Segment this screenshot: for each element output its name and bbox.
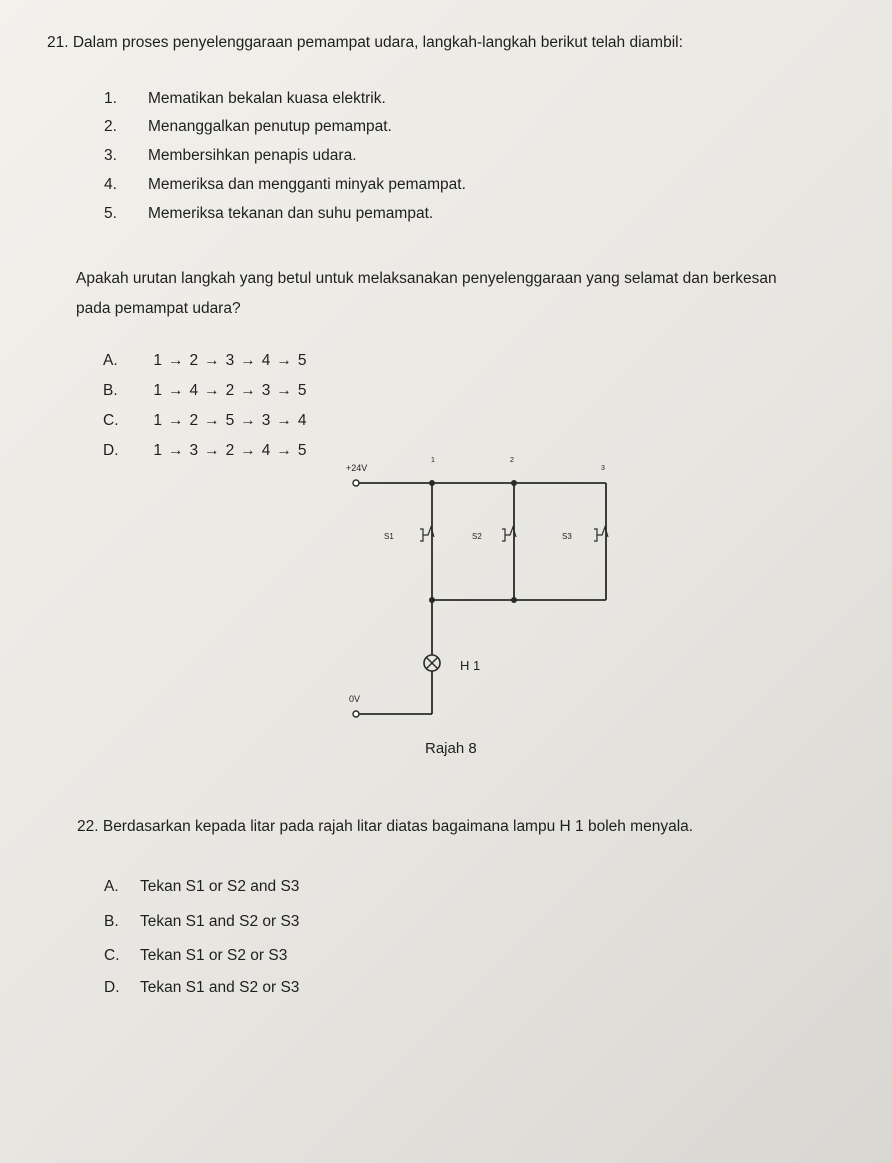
step-item: 1. Mematikan bekalan kuasa elektrik. bbox=[104, 90, 386, 107]
ground-label: 0V bbox=[349, 694, 361, 704]
option-c[interactable]: C. Tekan S1 or S2 or S3 bbox=[104, 947, 288, 964]
lamp-h1-icon bbox=[424, 655, 440, 671]
option-b[interactable]: B. Tekan S1 and S2 or S3 bbox=[104, 913, 300, 930]
junction-dot bbox=[429, 597, 435, 603]
junction-dot bbox=[511, 480, 517, 486]
option-b[interactable]: B. 1 → 4 → 2 → 3 → 5 bbox=[103, 382, 307, 399]
switch-label-s3: S3 bbox=[562, 532, 572, 541]
junction-dot bbox=[511, 597, 517, 603]
option-d[interactable]: D. Tekan S1 and S2 or S3 bbox=[104, 979, 300, 996]
junction-dot bbox=[429, 480, 435, 486]
question-21-line-2: pada pemampat udara? bbox=[76, 300, 241, 317]
node-label-3: 3 bbox=[601, 465, 605, 472]
supply-terminal bbox=[353, 480, 359, 486]
supply-label: +24V bbox=[346, 463, 368, 473]
lamp-label: H 1 bbox=[460, 658, 481, 673]
question-21-line-1: Apakah urutan langkah yang betul untuk melaksanakan penyelenggaraan yang selamat dan berkesan bbox=[76, 270, 777, 287]
question-21-title: 21. Dalam proses penyelenggaraan pemampat udara, langkah-langkah berikut telah diambil: bbox=[47, 34, 683, 51]
option-c[interactable]: C. 1 → 2 → 5 → 3 → 4 bbox=[103, 412, 307, 429]
option-a[interactable]: A. Tekan S1 or S2 and S3 bbox=[104, 878, 300, 895]
step-item: 2. Menanggalkan penutup pemampat. bbox=[104, 118, 392, 135]
option-a[interactable]: A. 1 → 2 → 3 → 4 → 5 bbox=[103, 352, 307, 369]
switch-label-s1: S1 bbox=[384, 532, 394, 541]
figure-caption: Rajah 8 bbox=[425, 740, 477, 757]
step-item: 3. Membersihkan penapis udara. bbox=[104, 147, 357, 164]
node-label-2: 2 bbox=[510, 457, 514, 464]
switch-label-s2: S2 bbox=[472, 532, 482, 541]
question-22-title: 22. Berdasarkan kepada litar pada rajah litar diatas bagaimana lampu H 1 boleh menyala. bbox=[77, 818, 694, 835]
node-label-1: 1 bbox=[431, 457, 435, 464]
step-item: 5. Memeriksa tekanan dan suhu pemampat. bbox=[104, 205, 434, 222]
step-item: 4. Memeriksa dan mengganti minyak pemampat. bbox=[104, 176, 466, 193]
option-d[interactable]: D. 1 → 3 → 2 → 4 → 5 bbox=[103, 442, 307, 459]
ground-terminal bbox=[353, 711, 359, 717]
